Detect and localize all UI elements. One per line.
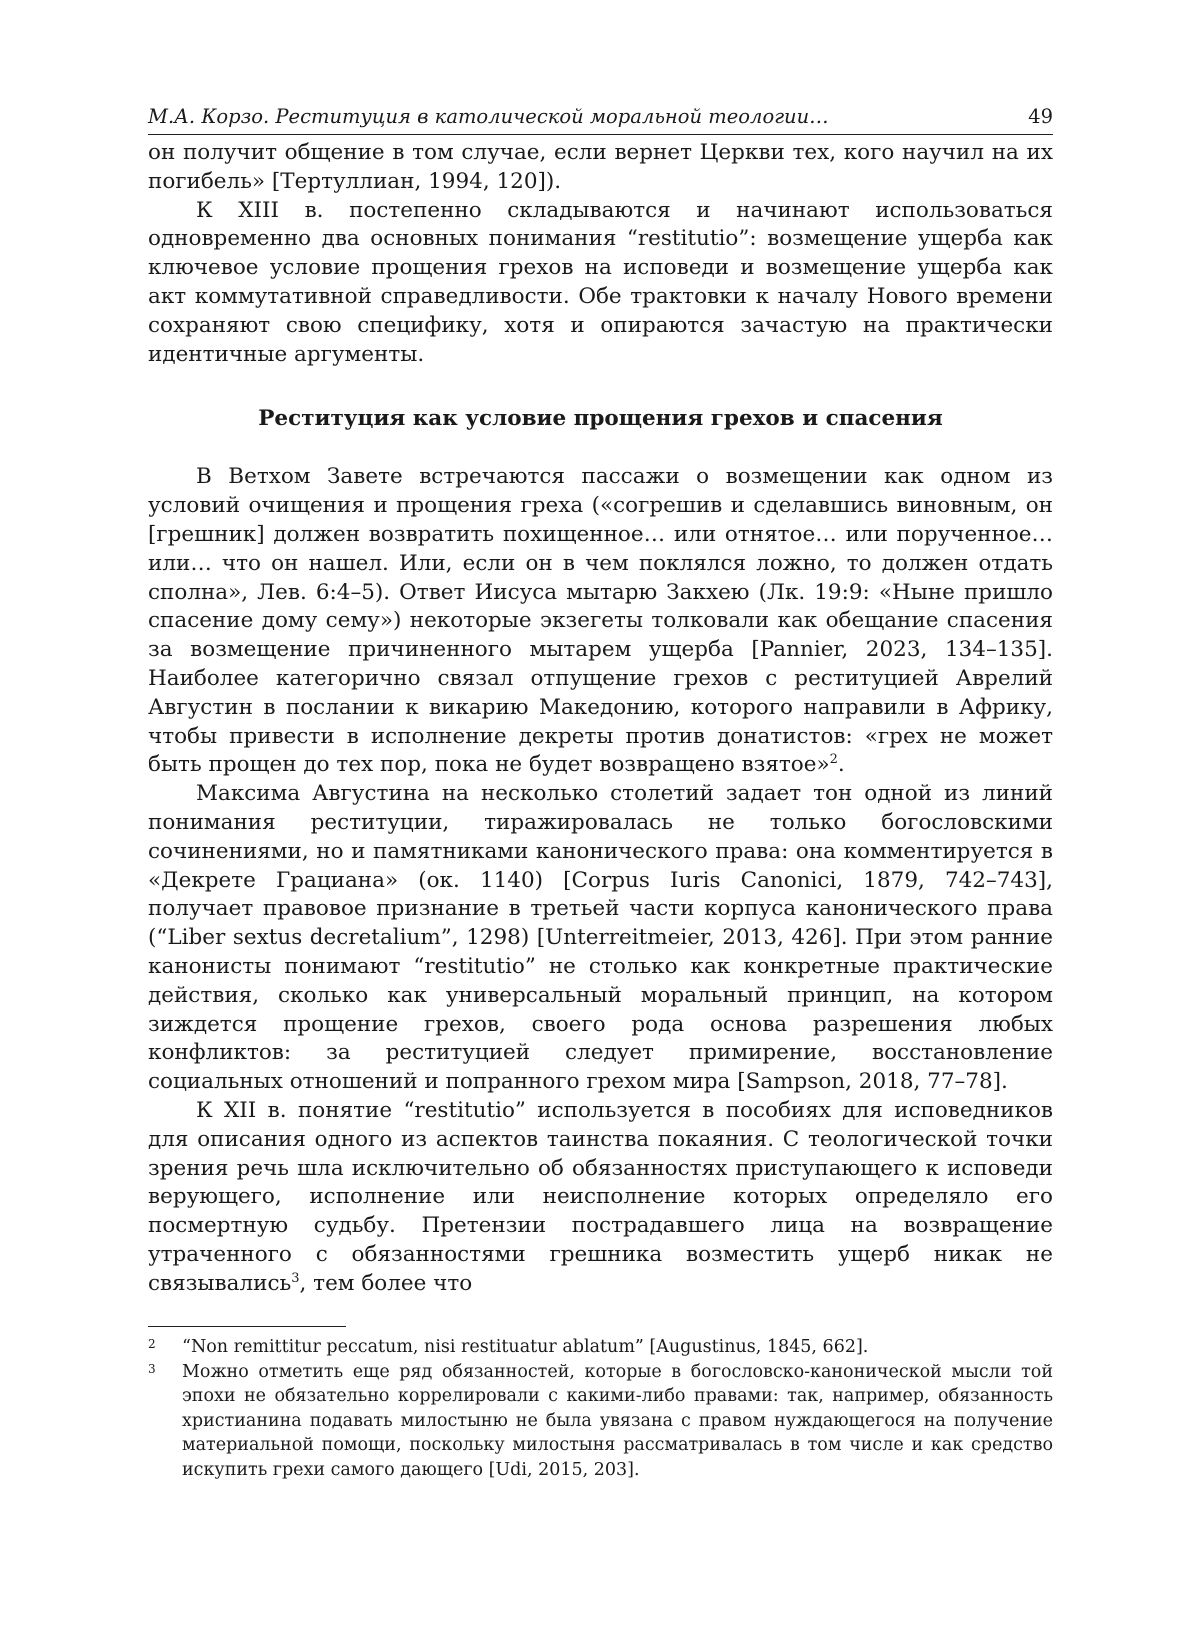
paragraph-old-testament (148, 463, 1053, 780)
paragraph-xiii-century: К XIII в. постепенно складываются и начинают использоваться одновременно два основных понимания “restitutio”: возмещение ущерба как ключевое условие прощения грехов на исповеди и возмещение ущерба как акт коммутативной справедливости. Обе трактовки к началу Нового времени сохраняют свою специфику, хотя и опираются зачастую на практически идентичные аргументы. (148, 197, 1053, 367)
footnote-text: “Non remittitur peccatum, nisi restituatur ablatum” [Augustinus, 1845, 662]. (182, 1337, 869, 1358)
paragraph-augustine-maxim: Максима Августина на несколько столетий задает тон одной из линий понимания реституции, тиражировалась не только богословскими сочинениями, но и памятниками канонического права: она комментируется в «Декрете Грациана» (ок. 1140) [Corpus Iuris Canonici, 1879, 742–743], получает правовое признание в третьей части корпуса канонического права (“Liber sextus decretalium”, 1298) [Unterreitmeier, 2013, 426]. При этом ранние канонисты понимают “restitutio” не столько как конкретные практические действия, сколько как универсальный моральный принцип, на котором зиждется прощение грехов, своего рода основа разрешения любых конфликтов: за реституцией следует примирение, восстановление социальных отношений и попранного грехом мира [Sampson, 2018, 77–78]. (148, 781, 1053, 1095)
footnote-ref-3[interactable]: 3 (291, 1270, 300, 1286)
footnote-ref-2[interactable]: 2 (829, 752, 838, 768)
page-number: 49 (1028, 105, 1053, 128)
running-title: М.А. Корзо. Реституция в католической моральной теологии… (148, 105, 829, 128)
footnote-text: Можно отметить еще ряд обязанностей, которые в богословско-канонической мысли той эпохи не обязательно коррелировали с какими-либо правами: так, например, обязанность христианина подавать милостыню не была увязана с правом нуждающегося на получение материальной помощи, поскольку милостыня рассматривалась в том числе и как средство искупить грехи самого дающего [Udi, 2015, 203]. (182, 1361, 1053, 1480)
footnote-divider (148, 1326, 346, 1327)
article-body (148, 139, 1053, 1298)
paragraph-continued: он получит общение в том случае, если вернет Церкви тех, кого научил на их погибель» [Тертуллиан, 1994, 120]). (148, 140, 1053, 194)
footnotes (148, 1335, 1053, 1482)
running-header (148, 104, 1053, 135)
journal-page (148, 104, 1053, 1482)
section-heading: Реституция как условие прощения грехов и спасения (258, 406, 943, 432)
paragraph-text-end: , тем более что (299, 1270, 473, 1296)
footnote-number: 3 (148, 1361, 156, 1376)
footnote-2 (148, 1335, 1053, 1360)
paragraph-text: К XII в. понятие “restitutio” используется в пособиях для исповедников для описания одного из аспектов таинства покаяния. С теологической точки зрения речь шла исключительно об обязанностях приступающего к исповеди верующего, исполнение или неисполнение которых определяло его посмертную судьбу. Претензии пострадавшего лица на возвращение утраченного с обязанностями грешника возместить ущерб никак не связывались (148, 1097, 1053, 1296)
footnote-3 (148, 1360, 1053, 1483)
paragraph-text-end: . (837, 752, 845, 778)
paragraph-xii-century (148, 1097, 1053, 1299)
footnote-number: 2 (148, 1337, 156, 1352)
paragraph-text: В Ветхом Завете встречаются пассажи о возмещении как одном из условий очищения и прощения греха («согрешив и сделавшись виновным, он [грешник] должен возвратить похищенное… или отнятое… или порученное… или… что он нашел. Или, если он в чем поклялся ложно, то должен отдать сполна», Лев. 6:4–5). Ответ Иисуса мытарю Закхею (Лк. 19:9: «Ныне пришло спасение дому сему») некоторые экзегеты толковали как обещание спасения за возмещение причиненного мытарем ущерба [Pannier, 2023, 134–135]. Наиболее категорично связал отпущение грехов с реституцией Аврелий Августин в послании к викарию Македонию, которого направили в Африку, чтобы привести в исполнение декреты против донатистов: «грех не может быть прощен до тех пор, пока не будет возвращено взятое» (148, 464, 1053, 778)
